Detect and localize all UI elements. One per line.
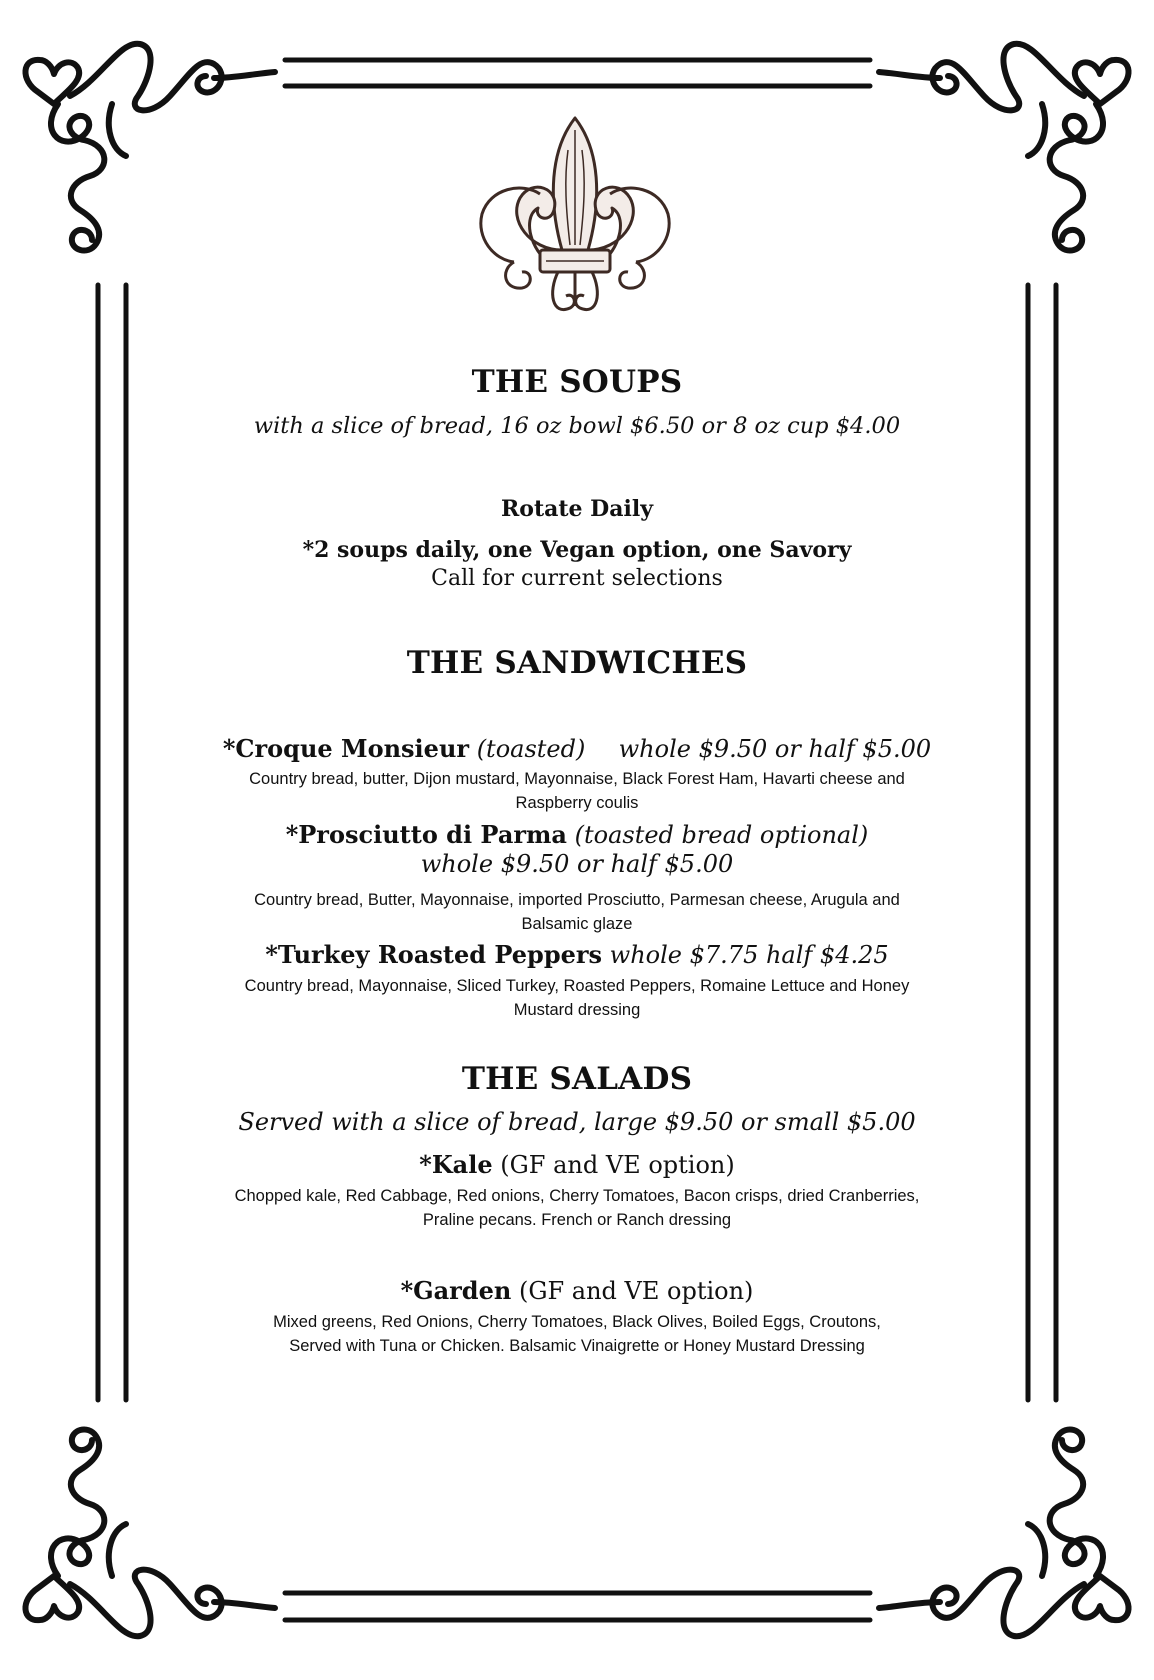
soups-subtitle: with a slice of bread, 16 oz bowl $6.50 or 8 oz cup $4.00 (253, 413, 901, 439)
sandwich-desc: Country bread, butter, Dijon mustard, Mayonnaise, Black Forest Ham, Havarti cheese and (249, 770, 905, 788)
fleur-de-lis-icon (470, 110, 680, 330)
salad-note: (GF and VE option) (500, 1151, 735, 1179)
sandwich-price: whole $7.75 half $4.25 (609, 941, 889, 969)
sandwich-desc: Country bread, Mayonnaise, Sliced Turkey, Roasted Peppers, Romaine Lettuce and Honey (244, 977, 910, 995)
sandwich-name: *Croque Monsieur (222, 734, 470, 763)
soups-call: Call for current selections (431, 566, 723, 591)
salads-heading: THE SALADS (461, 1061, 693, 1097)
soups-daily: *2 soups daily, one Vegan option, one Savory (302, 537, 852, 563)
salad-desc: Chopped kale, Red Cabbage, Red onions, Cherry Tomatoes, Bacon crisps, dried Cranberries, (234, 1187, 920, 1205)
sandwich-note: (toasted) (476, 735, 586, 763)
soups-heading: THE SOUPS (471, 364, 683, 400)
salad-note: (GF and VE option) (518, 1277, 754, 1305)
salads-subtitle: Served with a slice of bread, large $9.50 or small $5.00 (238, 1108, 916, 1136)
sandwich-note: (toasted bread optional) (574, 821, 869, 849)
sandwich-name: *Prosciutto di Parma (285, 820, 567, 849)
sandwich-price: whole $9.50 or half $5.00 (420, 850, 734, 878)
sandwiches-heading: THE SANDWICHES (406, 645, 748, 681)
salad-desc: Served with Tuna or Chicken. Balsamic Vinaigrette or Honey Mustard Dressing (289, 1337, 865, 1355)
sandwich-price: whole $9.50 or half $5.00 (618, 735, 932, 763)
sandwich-item-title (0, 734, 1154, 763)
salad-item-title (0, 1276, 1154, 1305)
salad-item-title (0, 1150, 1154, 1179)
salad-name: *Garden (400, 1276, 512, 1305)
sandwich-desc: Balsamic glaze (521, 915, 633, 933)
soups-rotate: Rotate Daily (500, 496, 654, 522)
sandwich-desc: Mustard dressing (513, 1001, 641, 1019)
salad-name: *Kale (419, 1150, 493, 1179)
salad-desc: Mixed greens, Red Onions, Cherry Tomatoes, Black Olives, Boiled Eggs, Croutons, (273, 1313, 881, 1331)
sandwich-name: *Turkey Roasted Peppers (265, 940, 603, 969)
sandwich-item-title (0, 820, 1154, 849)
salad-desc: Praline pecans. French or Ranch dressing (422, 1211, 732, 1229)
sandwich-item-title (0, 940, 1154, 969)
sandwich-desc: Country bread, Butter, Mayonnaise, imported Prosciutto, Parmesan cheese, Arugula and (254, 891, 900, 909)
sandwich-desc: Raspberry coulis (515, 794, 639, 812)
